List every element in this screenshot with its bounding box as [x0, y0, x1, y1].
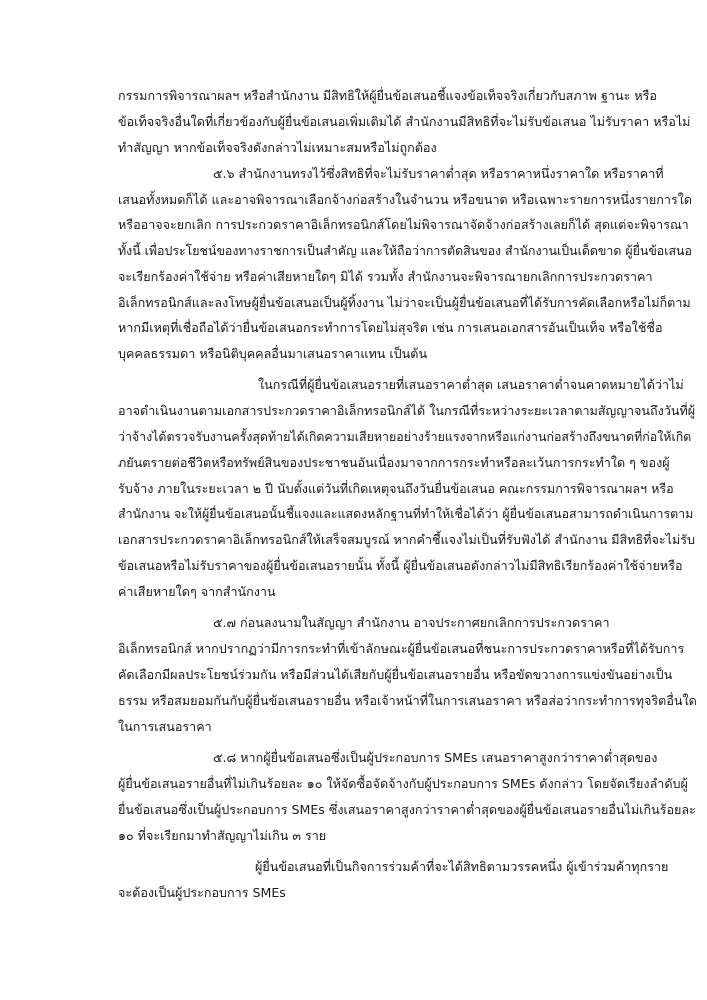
text-line: หรืออาจจะยกเลิก การประกวดราคาอิเล็กทรอนิกส์โดยไม่พิจารณาจัดจ้างก่อสร้างเลยก็ได้ สุดแต่จะพิจารณา	[118, 217, 689, 232]
text-line: เสนอทั้งหมดก็ได้ และอาจพิจารณาเลือกจ้างก่อสร้างในจำนวน หรือขนาด หรือเฉพาะรายการหนึ่งรายการใด	[118, 192, 693, 207]
text-line: กรรมการพิจารณาผลฯ หรือสำนักงาน มีสิทธิให้ผู้ยื่นข้อเสนอชี้แจงข้อเท็จจริงเกี่ยวกับสภาพ ฐานะ หรือ	[118, 88, 657, 103]
text-line: ค่าเสียหายใดๆ จากสำนักงาน	[118, 584, 276, 599]
text-line: จะต้องเป็นผู้ประกอบการ SMEs	[118, 885, 286, 900]
text-line: ข้อเท็จจริงอื่นใดที่เกี่ยวข้องกับผู้ยื่นข้อเสนอเพิ่มเติมได้ สำนักงานมีสิทธิที่จะไม่รับข้อเสนอ ไม่รับราคา หรือไม่	[118, 114, 691, 129]
paragraph-start: ในกรณีที่ผู้ยื่นข้อเสนอรายที่เสนอราคาต่ำสุด เสนอราคาต่ำจนคาดหมายได้ว่าไม่	[258, 377, 684, 392]
text-line: ธรรม หรือสมยอมกันกับผู้ยื่นข้อเสนอรายอื่น หรือเจ้าหน้าที่ในการเสนอราคา หรือส่อว่ากระทำการทุจริตอื่นใด	[118, 693, 697, 708]
text-line: ยื่นข้อเสนอซึ่งเป็นผู้ประกอบการ SMEs ซึ่งเสนอราคาสูงกว่าราคาต่ำสุดของผู้ยื่นข้อเสนอรายอื่นไม่เกินร้อยละ	[118, 802, 696, 817]
text-line: ในการเสนอราคา	[118, 719, 212, 734]
text-line: ว่าจ้างได้ตรวจรับงานครั้งสุดท้ายได้เกิดความเสียหายอย่างร้ายแรงจากหรือแก่งานก่อสร้างถึงขนาดที่ก่อให้เกิด	[118, 429, 692, 444]
text-line: บุคคลธรรมดา หรือนิติบุคคลอื่นมาเสนอราคาแทน เป็นต้น	[118, 346, 428, 361]
text-line: ทำสัญญา หากข้อเท็จจริงดังกล่าวไม่เหมาะสมหรือไม่ถูกต้อง	[118, 140, 437, 155]
text-line: ภยันตรายต่อชีวิตหรือทรัพย์สินของประชาชนอันเนื่องมาจากการกระทำหรือละเว้นการกระทำใด ๆ ของผู้	[118, 455, 670, 470]
clause-5-6-heading: ๕.๖ สำนักงานทรงไว้ซึ่งสิทธิที่จะไม่รับราคาต่ำสุด หรือราคาหนึ่งราคาใด หรือราคาที่	[213, 166, 664, 181]
paragraph-start: ผู้ยื่นข้อเสนอที่เป็นกิจการร่วมค้าที่จะได้สิทธิตามวรรคหนึ่ง ผู้เข้าร่วมค้าทุกราย	[255, 859, 669, 874]
text-line: อาจดำเนินงานตามเอกสารประกวดราคาอิเล็กทรอนิกส์ได้ ในกรณีที่ระหว่างระยะเวลาตามสัญญาจนถึงวันที่ผู้	[118, 403, 696, 418]
clause-5-7-heading: ๕.๗ ก่อนลงนามในสัญญา สำนักงาน อาจประกาศยกเลิกการประกวดราคา	[213, 615, 610, 630]
clause-5-8-heading: ๕.๘ หากผู้ยื่นข้อเสนอซึ่งเป็นผู้ประกอบการ SMEs เสนอราคาสูงกว่าราคาต่ำสุดของ	[213, 750, 658, 765]
text-line: อิเล็กทรอนิกส์ หากปรากฏว่ามีการกระทำที่เข้าลักษณะผู้ยื่นข้อเสนอที่ชนะการประกวดราคาหรือที่ได้รับการ	[118, 641, 685, 656]
text-line: สำนักงาน จะให้ผู้ยื่นข้อเสนอนั้นชี้แจงและแสดงหลักฐานที่ทำให้เชื่อได้ว่า ผู้ยื่นข้อเสนอสามารถดำเนินการตาม	[118, 506, 694, 521]
text-line: ทั้งนี้ เพื่อประโยชน์ของทางราชการเป็นสำคัญ และให้ถือว่าการตัดสินของ สำนักงานเป็นเด็ดขาด ผู้ยื่นข้อเสนอ	[118, 243, 692, 258]
text-line: หากมีเหตุที่เชื่อถือได้ว่ายื่นข้อเสนอกระทำการโดยไม่สุจริต เช่น การเสนอเอกสารอันเป็นเท็จ หรือใช้ชื่อ	[118, 320, 663, 335]
text-line: เอกสารประกวดราคาอิเล็กทรอนิกส์ให้เสร็จสมบูรณ์ หากคำชี้แจงไม่เป็นที่รับฟังได้ สำนักงาน มีสิทธิที่จะไม่รับ	[118, 532, 696, 547]
text-line: คัดเลือกมีผลประโยชน์ร่วมกัน หรือมีส่วนได้เสียกับผู้ยื่นข้อเสนอรายอื่น หรือขัดขวางการแข่งขันอย่างเป็น	[118, 667, 673, 682]
text-line: ผู้ยื่นข้อเสนอรายอื่นที่ไม่เกินร้อยละ ๑๐ ให้จัดซื้อจัดจ้างกับผู้ประกอบการ SMEs ดังกล่าว โดยจัดเรียงลำดับผู้	[118, 776, 688, 791]
text-line: ๑๐ ที่จะเรียกมาทำสัญญาไม่เกิน ๓ ราย	[118, 828, 327, 843]
text-line: รับจ้าง ภายในระยะเวลา ๒ ปี นับตั้งแต่วันที่เกิดเหตุจนถึงวันยื่นข้อเสนอ คณะกรรมการพิจารณาผลฯ หรือ	[118, 481, 674, 496]
text-line: ข้อเสนอหรือไม่รับราคาของผู้ยื่นข้อเสนอรายนั้น ทั้งนี้ ผู้ยื่นข้อเสนอดังกล่าวไม่มีสิทธิเรียกร้องค่าใช้จ่ายหรือ	[118, 558, 683, 573]
text-line: จะเรียกร้องค่าใช้จ่าย หรือค่าเสียหายใดๆ มิได้ รวมทั้ง สำนักงานจะพิจารณายกเลิกการประกวดราคา	[118, 269, 653, 284]
text-line: อิเล็กทรอนิกส์และลงโทษผู้ยื่นข้อเสนอเป็นผู้ทิ้งงาน ไม่ว่าจะเป็นผู้ยื่นข้อเสนอที่ได้รับการคัดเลือกหรือไม่ก็ตาม	[118, 295, 691, 310]
